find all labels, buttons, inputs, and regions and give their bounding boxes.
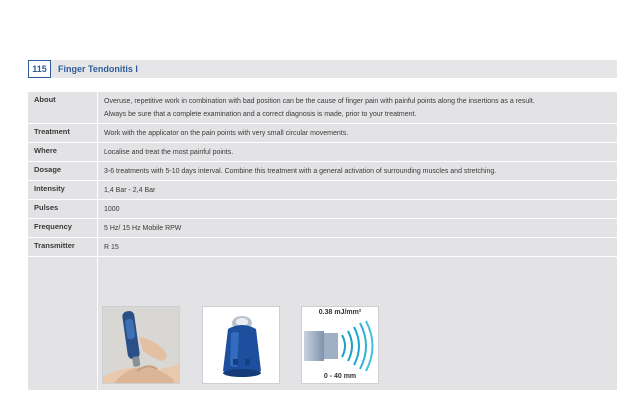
row-intensity bbox=[28, 181, 617, 200]
row-label: Treatment bbox=[28, 124, 97, 142]
row-images bbox=[28, 257, 617, 390]
energy-density-diagram bbox=[301, 306, 379, 384]
row-transmitter bbox=[28, 238, 617, 257]
row-value-line: Overuse, repetitive work in combination with bad position can be the cause of finger pain with painful points along the insertions as a result. bbox=[104, 98, 535, 105]
row-value: 1000 bbox=[98, 200, 617, 218]
applicator-on-hand-photo bbox=[102, 306, 180, 384]
row-value: 1,4 Bar - 2,4 Bar bbox=[98, 181, 617, 199]
treatment-number: 115 bbox=[28, 60, 51, 78]
row-value bbox=[98, 92, 617, 123]
row-label: Transmitter bbox=[28, 238, 97, 256]
row-value-line: Always be sure that a complete examination and a correct diagnosis is made, prior to your treatment. bbox=[104, 111, 417, 118]
row-dosage bbox=[28, 162, 617, 181]
row-where bbox=[28, 143, 617, 162]
row-label: Frequency bbox=[28, 219, 97, 237]
energy-density-label: 0.38 mJ/mm² bbox=[318, 309, 362, 316]
row-value: 5 Hz/ 15 Hz Mobile RPW bbox=[98, 219, 617, 237]
treatment-title-bar bbox=[28, 60, 617, 78]
row-frequency bbox=[28, 219, 617, 238]
transmitter-photo bbox=[202, 306, 280, 384]
treatment-title: Finger Tendonitis I bbox=[58, 64, 138, 74]
row-value: 3-6 treatments with 5-10 days interval. Combine this treatment with a general activation of surrounding muscles and stretching. bbox=[98, 162, 617, 180]
row-value: Work with the applicator on the pain points with very small circular movements. bbox=[98, 124, 617, 142]
row-label: Pulses bbox=[28, 200, 97, 218]
row-treatment bbox=[28, 124, 617, 143]
row-about bbox=[28, 92, 617, 124]
row-value: Localise and treat the most painful points. bbox=[98, 143, 617, 161]
row-label: Where bbox=[28, 143, 97, 161]
row-label: About bbox=[28, 92, 97, 123]
penetration-depth-label: 0 - 40 mm bbox=[323, 373, 357, 380]
row-label: Intensity bbox=[28, 181, 97, 199]
treatment-table bbox=[28, 92, 617, 390]
row-pulses bbox=[28, 200, 617, 219]
row-value: R 15 bbox=[98, 238, 617, 256]
row-label: Dosage bbox=[28, 162, 97, 180]
